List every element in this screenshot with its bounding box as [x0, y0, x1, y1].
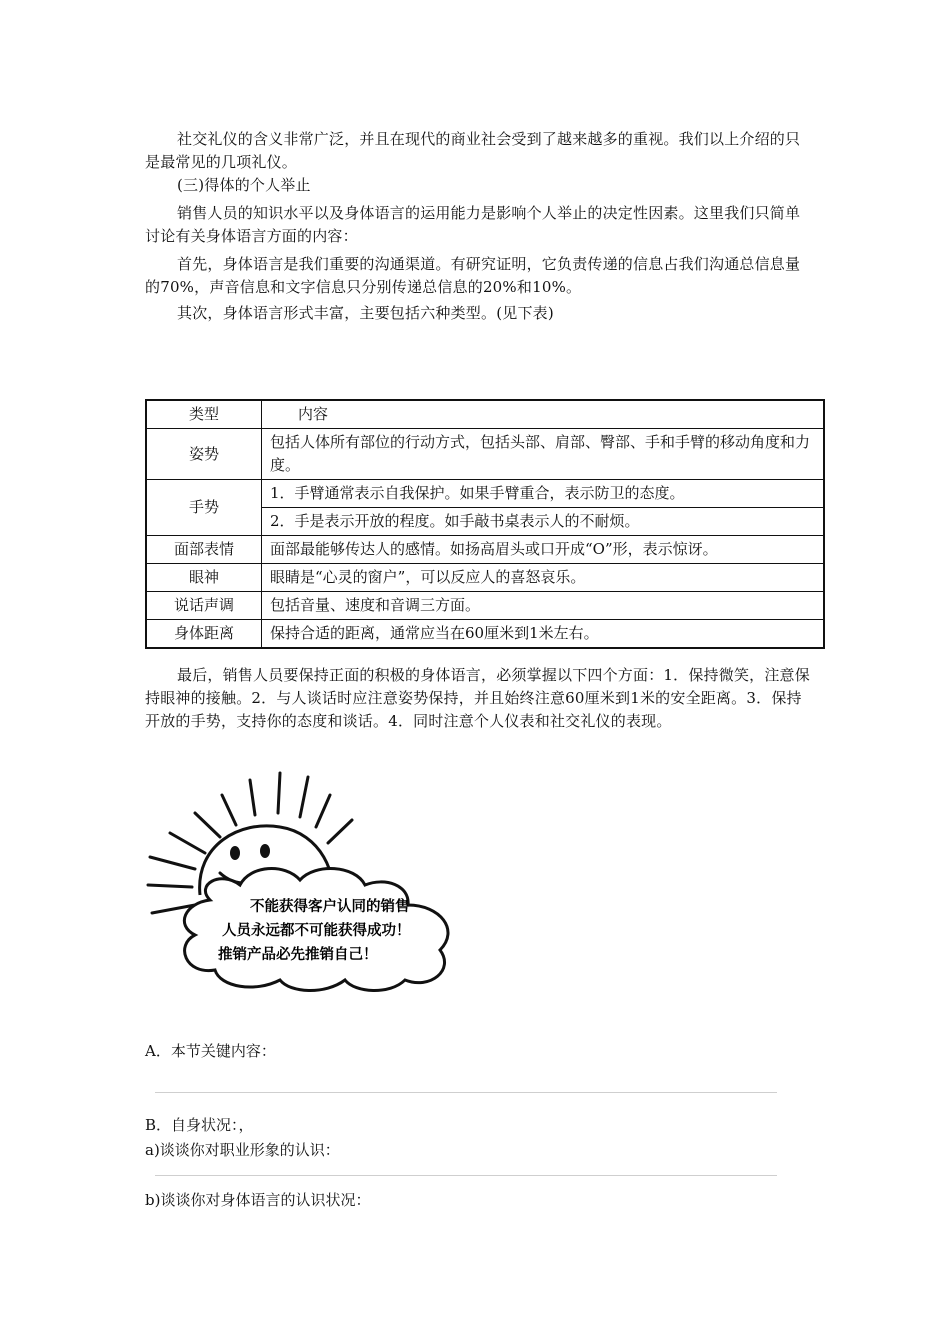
table-cell-type: 手势 [146, 480, 262, 536]
answer-line [155, 1175, 777, 1176]
paragraph-body-language-types: 其次，身体语言形式丰富，主要包括六种类型。(见下表) [177, 304, 554, 322]
table-row [146, 480, 824, 508]
exercise-b-label: B．自身状况：， [145, 1116, 254, 1134]
sun-right-eye-icon [260, 844, 270, 858]
exercise-b-b-label: b)谈谈你对身体语言的认识状况： [145, 1191, 371, 1209]
table-row [146, 592, 824, 620]
table-cell-content: 眼睛是“心灵的窗户”，可以反应人的喜怒哀乐。 [262, 564, 825, 592]
table-cell-content: 包括音量、速度和音调三方面。 [262, 592, 825, 620]
table-row [146, 620, 824, 649]
table-row [146, 564, 824, 592]
body-language-table [145, 399, 825, 649]
paragraph-communication-channel: 首先，身体语言是我们重要的沟通渠道。有研究证明，它负责传递的信息占我们沟通总信息量的70%，声音信息和文字信息只分别传递总信息的20%和10%。 [145, 255, 801, 296]
paragraph-knowledge-level: 销售人员的知识水平以及身体语言的运用能力是影响个人举止的决定性因素。这里我们只简单讨论有关身体语言方面的内容： [145, 204, 801, 245]
table-cell-type: 眼神 [146, 564, 262, 592]
answer-line [155, 1092, 777, 1093]
exercise-a-label: A．本节关键内容： [145, 1042, 276, 1060]
table-cell-type: 说话声调 [146, 592, 262, 620]
sun-cloud-illustration [140, 765, 470, 995]
table-header-row [146, 400, 824, 429]
sun-left-eye-icon [230, 846, 240, 860]
table-cell-content: 2．手是表示开放的程度。如手敲书桌表示人的不耐烦。 [262, 508, 825, 536]
paragraph-four-aspects: 最后，销售人员要保持正面的积极的身体语言，必须掌握以下四个方面：1．保持微笑，注意保持眼神的接触。2．与人谈话时应注意姿势保持，并且始终注意60厘米到1米的安全距离。3．保持开放的手势，支持你的态度和谈话。4．同时注意个人仪表和社交礼仪的表现。 [145, 666, 810, 730]
table-cell-content: 1．手臂通常表示自我保护。如果手臂重合，表示防卫的态度。 [262, 480, 825, 508]
table-cell-type: 身体距离 [146, 620, 262, 649]
section-heading-personal-manner: (三)得体的个人举止 [177, 176, 311, 194]
table-cell-content: 保持合适的距离，通常应当在60厘米到1米左右。 [262, 620, 825, 649]
cloud-text-line-1: 不能获得客户认同的销售 [250, 899, 410, 915]
table-row [146, 536, 824, 564]
table-header-type: 类型 [146, 400, 262, 429]
table-cell-content: 包括人体所有部位的行动方式，包括头部、肩部、臀部、手和手臂的移动角度和力度。 [262, 429, 825, 480]
table-cell-type: 姿势 [146, 429, 262, 480]
paragraph-social-etiquette: 社交礼仪的含义非常广泛，并且在现代的商业社会受到了越来越多的重视。我们以上介绍的只是最常见的几项礼仪。 [145, 130, 801, 171]
table-cell-content: 面部最能够传达人的感情。如扬高眉头或口开成“O”形，表示惊讶。 [262, 536, 825, 564]
table-row [146, 429, 824, 480]
exercise-b-a-label: a)谈谈你对职业形象的认识： [145, 1141, 340, 1159]
table-cell-type: 面部表情 [146, 536, 262, 564]
cloud-text-line-2: 人员永远都不可能获得成功！ [222, 923, 411, 939]
table-header-content: 内容 [262, 400, 825, 429]
cloud-text-line-3: 推销产品必先推销自己！ [218, 947, 378, 963]
